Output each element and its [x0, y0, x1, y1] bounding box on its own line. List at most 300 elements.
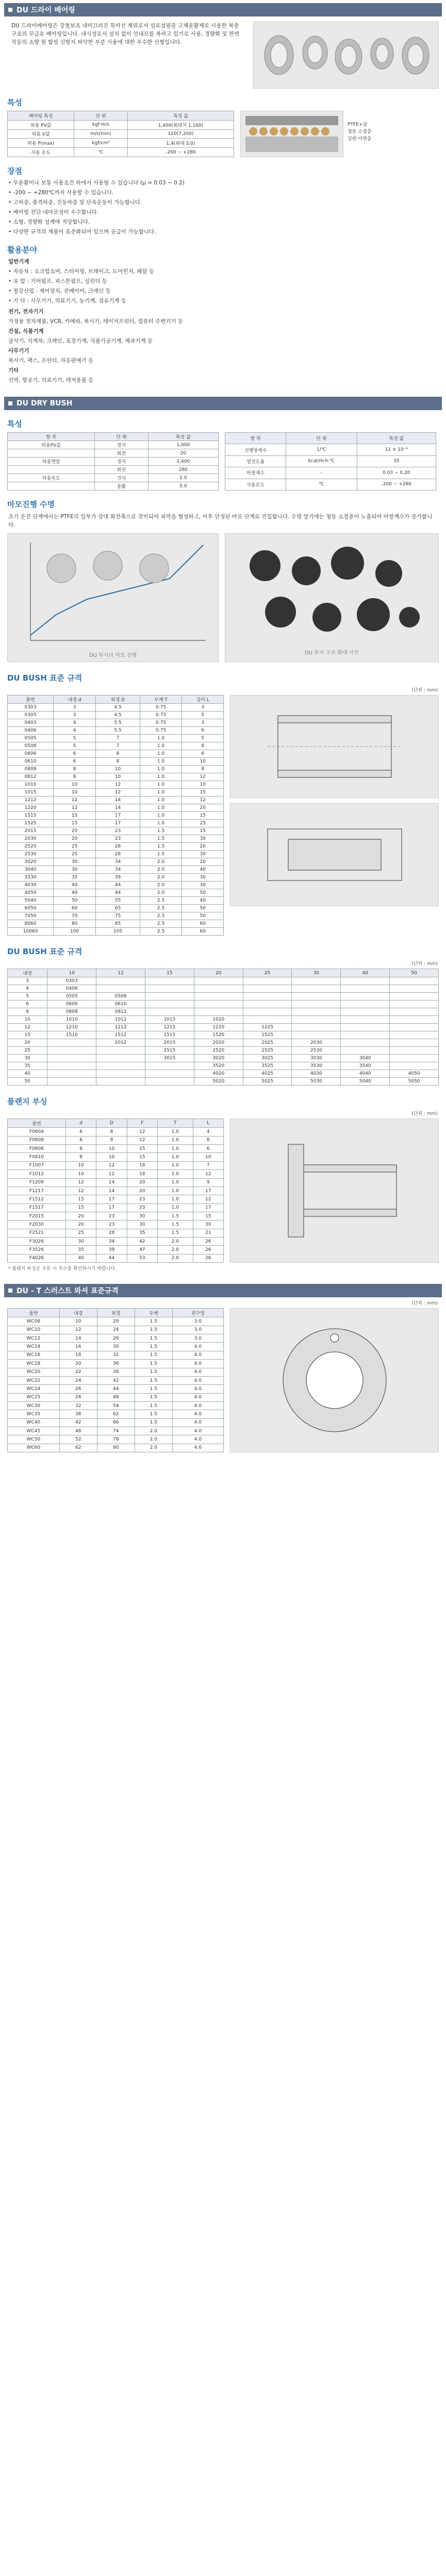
layer-structure-image	[240, 111, 343, 157]
table-cell: 18	[127, 1161, 157, 1170]
table-cell	[292, 1016, 341, 1024]
table-cell: F1512	[8, 1195, 66, 1204]
table-cell: 39	[96, 1246, 127, 1254]
table-cell: 30	[8, 1055, 47, 1062]
table-row	[8, 827, 224, 835]
table-cell: 0.75	[140, 711, 182, 719]
elec-text: 가정용 전자제품, VCR, 카메라, 복사기, 레이저프린터, 컴퓨터 주변기기 등	[8, 318, 184, 325]
office-text: 복사기, 팩스, 프린터, 자동판매기 등	[8, 358, 94, 364]
table-cell: 2.0	[148, 474, 218, 482]
table-cell: 100	[53, 928, 95, 936]
table-row	[8, 993, 439, 1001]
table-cell: 53	[127, 1254, 157, 1262]
table-cell: 1012	[96, 1016, 145, 1024]
table-cell: 0.03 ~ 0.20	[357, 467, 436, 479]
table-cell: 5040	[8, 897, 54, 905]
unit-label-4: (단위 : mm)	[411, 961, 438, 967]
table-row	[225, 479, 436, 490]
table-cell: 정지	[95, 441, 148, 449]
table-row	[8, 1254, 224, 1262]
table-row	[8, 1410, 224, 1418]
table-cell: 2.0	[140, 874, 182, 882]
table-cell: 3015	[145, 1055, 194, 1062]
table-cell: WC14	[8, 1343, 60, 1351]
table-header-cell: T	[157, 1119, 193, 1128]
table-cell: 1.0	[157, 1136, 193, 1144]
table-cell	[145, 1062, 194, 1070]
table-cell: 28	[96, 851, 140, 858]
table-cell: 2030	[8, 835, 54, 843]
table-cell: 12	[8, 1024, 47, 1031]
table-row	[8, 897, 224, 905]
table-cell: 4025	[243, 1070, 292, 1078]
table-row	[8, 843, 224, 851]
table-cell: 1525	[8, 820, 54, 827]
table-cell	[194, 993, 243, 1001]
table-cell: 4.0	[172, 1410, 223, 1418]
table-cell: 20	[8, 1039, 47, 1047]
table-cell: 15	[127, 1145, 157, 1153]
table-cell: 120(7,200)	[127, 129, 234, 139]
table-cell: 30	[127, 1212, 157, 1220]
table-cell: 3540	[341, 1062, 390, 1070]
table-cell: 2520	[8, 843, 54, 851]
table-cell: 44	[96, 882, 140, 889]
table-cell: F1012	[8, 1170, 66, 1178]
table-cell: WC16	[8, 1351, 60, 1359]
build-text: 굴삭기, 지게차, 크레인, 포장기계, 식품가공기계, 제과기계 등	[8, 338, 153, 344]
list-item: • 베어링 전단 내마모성이 우수합니다.	[8, 209, 99, 215]
table-cell	[341, 977, 390, 985]
table-cell	[8, 466, 95, 474]
layer-label-1: PTFE+납	[348, 122, 368, 127]
table-row	[8, 912, 224, 920]
table-cell: 54	[97, 1401, 135, 1410]
table-cell: 0606	[8, 750, 54, 758]
table-row	[8, 1351, 224, 1359]
table-cell: 1.5	[157, 1221, 193, 1229]
table-header-cell: 40	[341, 969, 390, 977]
table-cell: 1,400(최대치 1,160)	[127, 120, 234, 129]
table-cell: 1220	[8, 804, 54, 812]
table-cell: 20	[53, 835, 95, 843]
table-row	[8, 129, 234, 139]
table-cell: 6	[182, 727, 224, 735]
table-cell: 4030	[292, 1070, 341, 1078]
table-cell: 4.0	[172, 1368, 223, 1376]
table-cell	[145, 1078, 194, 1086]
table-row	[8, 1161, 224, 1170]
table-cell: -200 ~ +280	[127, 148, 234, 157]
table-cell: 4050	[390, 1070, 439, 1078]
table-cell: 허용 P(max)	[8, 139, 74, 148]
table-cell: 15	[65, 1204, 96, 1212]
table-cell: 34	[96, 1237, 127, 1245]
table-cell: 38	[59, 1410, 97, 1418]
table-cell: F3026	[8, 1237, 66, 1245]
table-cell: 4.0	[172, 1435, 223, 1444]
table-row	[8, 1334, 224, 1343]
table-row	[8, 1204, 224, 1212]
table-cell: 1,4(최대 3.0)	[127, 139, 234, 148]
table-cell: 1.0	[140, 735, 182, 742]
table-cell: 28	[59, 1393, 97, 1401]
table-cell: 8	[193, 1136, 223, 1144]
table-cell: 20	[127, 1178, 157, 1187]
table-cell: 10	[182, 758, 224, 766]
table-cell: 65	[96, 905, 140, 912]
table-cell: 1.5	[135, 1418, 172, 1427]
table-cell: 2525	[243, 1047, 292, 1055]
table-cell: 6	[53, 750, 95, 758]
unit-label-6: (단위 : mm)	[411, 1301, 438, 1306]
table-cell: 1212	[96, 1024, 145, 1031]
table-cell: 1.5	[157, 1229, 193, 1237]
table-cell: 1.0	[157, 1161, 193, 1170]
table-cell: 21	[193, 1229, 223, 1237]
table-cell	[390, 1031, 439, 1039]
table-cell: 48	[59, 1427, 97, 1435]
table-cell: 10	[59, 1317, 97, 1326]
table-cell: 44	[96, 1254, 127, 1262]
table-cell: 0406	[47, 985, 96, 993]
table-cell	[243, 1008, 292, 1016]
table-cell: 1010	[47, 1016, 96, 1024]
layer-label-3: 강판 이면층	[348, 137, 372, 142]
table-cell: 44	[96, 889, 140, 897]
table-cell: ℃	[74, 148, 128, 157]
table-cell: 30	[182, 835, 224, 843]
list-item: • 자동차 : 쇼크업소버, 스티어링, 브레이크, 도어힌지, 페달 등	[8, 268, 155, 275]
table-row	[8, 1195, 224, 1204]
table-cell: F0806	[8, 1145, 66, 1153]
table-row	[8, 1055, 439, 1062]
table-cell: 10	[65, 1170, 96, 1178]
table-cell: 36	[97, 1360, 135, 1368]
table-cell: 12	[65, 1187, 96, 1195]
table-cell	[390, 1008, 439, 1016]
table-cell: WC12	[8, 1334, 60, 1343]
table-cell: 1.0	[140, 781, 182, 789]
table-cell: 2012	[96, 1039, 145, 1047]
table-cell: 5020	[194, 1078, 243, 1086]
table-cell	[243, 1001, 292, 1008]
table-cell: 3040	[341, 1055, 390, 1062]
table-cell: 15	[53, 812, 95, 820]
table-cell: 2025	[243, 1039, 292, 1047]
table-row	[8, 1237, 224, 1245]
flange-bush-table	[7, 1118, 224, 1263]
table-row	[8, 1016, 439, 1024]
header-square-icon	[8, 1289, 12, 1293]
table-cell: 25	[8, 1047, 47, 1055]
table-cell: 윤활	[95, 482, 148, 490]
table-cell: 1212	[8, 796, 54, 804]
table-cell: 10	[65, 1161, 96, 1170]
table-cell: 회전	[95, 466, 148, 474]
table-cell: 20	[53, 827, 95, 835]
table-row	[8, 766, 224, 773]
table-cell: 12	[59, 1326, 97, 1334]
table-cell	[341, 1039, 390, 1047]
table-cell: 사용온도	[225, 479, 286, 490]
table-cell: 3040	[8, 866, 54, 874]
table-cell: 0606	[47, 1001, 96, 1008]
table-cell: 3525	[243, 1062, 292, 1070]
table-cell: 5040	[341, 1078, 390, 1086]
table-cell: 4.5	[96, 704, 140, 711]
table-cell: 3025	[243, 1055, 292, 1062]
table-cell: 1.5	[135, 1351, 172, 1359]
table-cell: 23	[96, 827, 140, 835]
table-cell: 2.0	[135, 1435, 172, 1444]
table-cell: 12	[53, 796, 95, 804]
table-cell: 32	[97, 1351, 135, 1359]
table-cell	[390, 1016, 439, 1024]
table-cell: 4.0	[172, 1385, 223, 1393]
table-cell: 3	[53, 711, 95, 719]
table-cell: 2520	[194, 1047, 243, 1055]
table-row	[8, 449, 219, 457]
table-cell: 1.0	[140, 742, 182, 750]
table-cell: 105	[96, 928, 140, 936]
wear-text: 초기 운전 단계에서는 PTFE의 일부가 상대 회전축으로 전이되어 피막을 형성하고, 이후 안정된 마모 단계로 진입합니다. 수명 말기에는 청동 소결층이 노출되어 마찰계수가 증가합니다.	[8, 514, 433, 528]
table-cell: WC18	[8, 1360, 60, 1368]
table-cell: 8	[8, 1008, 47, 1016]
table-cell: 1512	[96, 1031, 145, 1039]
table-cell: 26	[193, 1237, 223, 1245]
table-header-cell: 내경	[8, 969, 47, 977]
table-row	[8, 889, 224, 897]
table-cell: 3.0	[172, 1334, 223, 1343]
table-cell: 건식	[95, 474, 148, 482]
thrust-washer-table	[7, 1308, 224, 1452]
table-row	[8, 1008, 439, 1016]
table-cell	[8, 482, 95, 490]
table-cell: 26	[59, 1385, 97, 1393]
table-cell: 1225	[243, 1024, 292, 1031]
table-row	[8, 1401, 224, 1410]
table-cell: WC22	[8, 1376, 60, 1384]
table-cell: 5025	[243, 1078, 292, 1086]
table-cell: 6050	[8, 905, 54, 912]
flange-bush-drawing	[230, 1118, 439, 1263]
table-cell: 18	[59, 1351, 97, 1359]
list-item: • 기 타 : 사무기기, 의료기기, 농기계, 섬유기계 등	[8, 298, 127, 304]
table-cell: 50	[182, 912, 224, 920]
table-cell: 60	[182, 920, 224, 928]
table-row	[8, 977, 439, 985]
table-row	[8, 1221, 224, 1229]
table-cell: 2530	[8, 851, 54, 858]
table-cell: WC10	[8, 1326, 60, 1334]
table-row	[8, 1343, 224, 1351]
table-cell: 10060	[8, 928, 54, 936]
table-cell: 열전도율	[225, 455, 286, 467]
table-cell: 1.0	[157, 1170, 193, 1178]
table-row	[8, 1418, 224, 1427]
table-cell: 8	[53, 773, 95, 781]
table-cell: F2521	[8, 1229, 66, 1237]
table-header-cell: 특성 값	[357, 433, 436, 444]
table-cell: 1.5	[157, 1212, 193, 1220]
table-cell: 10	[96, 1145, 127, 1153]
elec-title: 전기, 전자기기	[8, 309, 44, 315]
table-cell: 3020	[8, 858, 54, 866]
section-header-du-dry-bush: DU DRY BUSH	[4, 397, 442, 410]
table-cell	[194, 1001, 243, 1008]
table-row	[8, 820, 224, 827]
table-cell: 74	[97, 1427, 135, 1435]
other-title: 기타	[8, 367, 19, 374]
table-cell: 12	[127, 1128, 157, 1136]
table-cell: 1.5	[135, 1360, 172, 1368]
spec-title-2: 특성	[7, 419, 22, 429]
table-row	[8, 1393, 224, 1401]
table-row	[8, 704, 224, 711]
table-cell: 40	[182, 866, 224, 874]
table-header-cell: 단 위	[286, 433, 357, 444]
table-cell: 5050	[390, 1078, 439, 1086]
table-cell: 4.0	[172, 1418, 223, 1427]
section-header-thrust-washer: DU - T 스러스트 와셔 표준규격	[4, 1284, 442, 1297]
table-cell: 38	[97, 1368, 135, 1376]
table-row	[8, 719, 224, 727]
table-row	[8, 1145, 224, 1153]
table-cell: 10	[182, 781, 224, 789]
table-cell: F3526	[8, 1246, 66, 1254]
table-cell: 2.0	[140, 858, 182, 866]
table-row	[8, 1212, 224, 1220]
table-cell	[194, 1008, 243, 1016]
table-cell: 8	[182, 742, 224, 750]
table-row	[8, 1078, 439, 1086]
table-row	[8, 1444, 224, 1452]
table-cell: 25	[182, 820, 224, 827]
table-cell	[96, 1055, 145, 1062]
table-cell: 1.5	[135, 1343, 172, 1351]
table-cell: 10	[96, 766, 140, 773]
table-cell: 35	[8, 1062, 47, 1070]
table-cell: 40	[53, 882, 95, 889]
table-cell: 20	[182, 858, 224, 866]
table-cell: F1217	[8, 1187, 66, 1195]
table-cell: 5	[53, 742, 95, 750]
table-cell: 85	[96, 920, 140, 928]
table-row	[8, 835, 224, 843]
table-cell: 4020	[194, 1070, 243, 1078]
table-row	[8, 781, 224, 789]
table-header-cell: 특성 값	[148, 433, 218, 441]
du-bush-std-title-2: DU BUSH 표준 규격	[7, 947, 82, 956]
table-cell	[292, 1001, 341, 1008]
table-cell: 17	[193, 1187, 223, 1195]
table-cell: 0508	[96, 993, 145, 1001]
table-cell: 30	[53, 866, 95, 874]
table-cell: 80	[53, 920, 95, 928]
table-row	[8, 1153, 224, 1161]
other-text: 선박, 항공기, 의료기기, 레저용품 등	[8, 377, 94, 383]
bearing-spec-table	[7, 111, 234, 157]
table-cell: WC60	[8, 1444, 60, 1452]
table-header-cell: 항 목	[8, 433, 95, 441]
header-square-icon	[8, 8, 12, 12]
table-cell: 3520	[194, 1062, 243, 1070]
table-cell: 1220	[194, 1024, 243, 1031]
table-cell: 23	[96, 1212, 127, 1220]
table-cell: 50	[8, 1078, 47, 1086]
table-cell: 23	[96, 1221, 127, 1229]
table-cell: 7	[193, 1161, 223, 1170]
table-row	[225, 467, 436, 479]
table-cell: 1.5	[135, 1368, 172, 1376]
table-row	[8, 1427, 224, 1435]
header-square-icon	[8, 401, 12, 405]
table-cell: WC40	[8, 1418, 60, 1427]
table-cell: 5	[53, 735, 95, 742]
table-cell: 66	[97, 1418, 135, 1427]
table-cell: 1.0	[140, 789, 182, 796]
table-cell: 5	[182, 735, 224, 742]
table-cell: 0.75	[140, 727, 182, 735]
table-cell: 4050	[8, 889, 54, 897]
table-cell: 1.0	[140, 812, 182, 820]
table-cell: 25	[53, 851, 95, 858]
table-row	[225, 455, 436, 467]
table-cell: 4.0	[172, 1401, 223, 1410]
table-cell	[47, 1039, 96, 1047]
table-cell: 1.5	[135, 1385, 172, 1393]
table-cell	[96, 1062, 145, 1070]
table-cell: 4.0	[172, 1360, 223, 1368]
table-cell: 23	[96, 835, 140, 843]
table-cell: 30	[97, 1343, 135, 1351]
table-row	[8, 789, 224, 796]
table-cell	[96, 1078, 145, 1086]
table-row	[8, 882, 224, 889]
spec-title: 특성	[7, 98, 22, 107]
table-cell: 15	[127, 1153, 157, 1161]
table-cell: 35	[357, 455, 436, 467]
table-cell: 0808	[47, 1008, 96, 1016]
wear-diagram	[7, 533, 219, 662]
table-cell: 3530	[8, 874, 54, 882]
table-cell: 26	[193, 1254, 223, 1262]
table-cell	[194, 977, 243, 985]
table-row	[8, 457, 219, 466]
table-cell	[145, 1070, 194, 1078]
table-cell: 90	[97, 1444, 135, 1452]
table-row	[8, 735, 224, 742]
table-cell	[47, 1070, 96, 1078]
table-cell: 1.0	[140, 804, 182, 812]
table-cell: 15	[182, 789, 224, 796]
table-cell: WC30	[8, 1401, 60, 1410]
table-row	[8, 750, 224, 758]
table-cell: F1007	[8, 1161, 66, 1170]
table-cell: 17	[96, 1204, 127, 1212]
table-cell: 1210	[47, 1024, 96, 1031]
table-cell	[8, 449, 95, 457]
table-cell: 1.0	[157, 1187, 193, 1195]
table-cell: 4.0	[172, 1444, 223, 1452]
table-cell	[47, 1047, 96, 1055]
table-cell: 정지	[95, 457, 148, 466]
table-cell: 1.0	[157, 1145, 193, 1153]
table-cell	[96, 1047, 145, 1055]
table-cell	[96, 1070, 145, 1078]
table-cell: 2.5	[140, 920, 182, 928]
